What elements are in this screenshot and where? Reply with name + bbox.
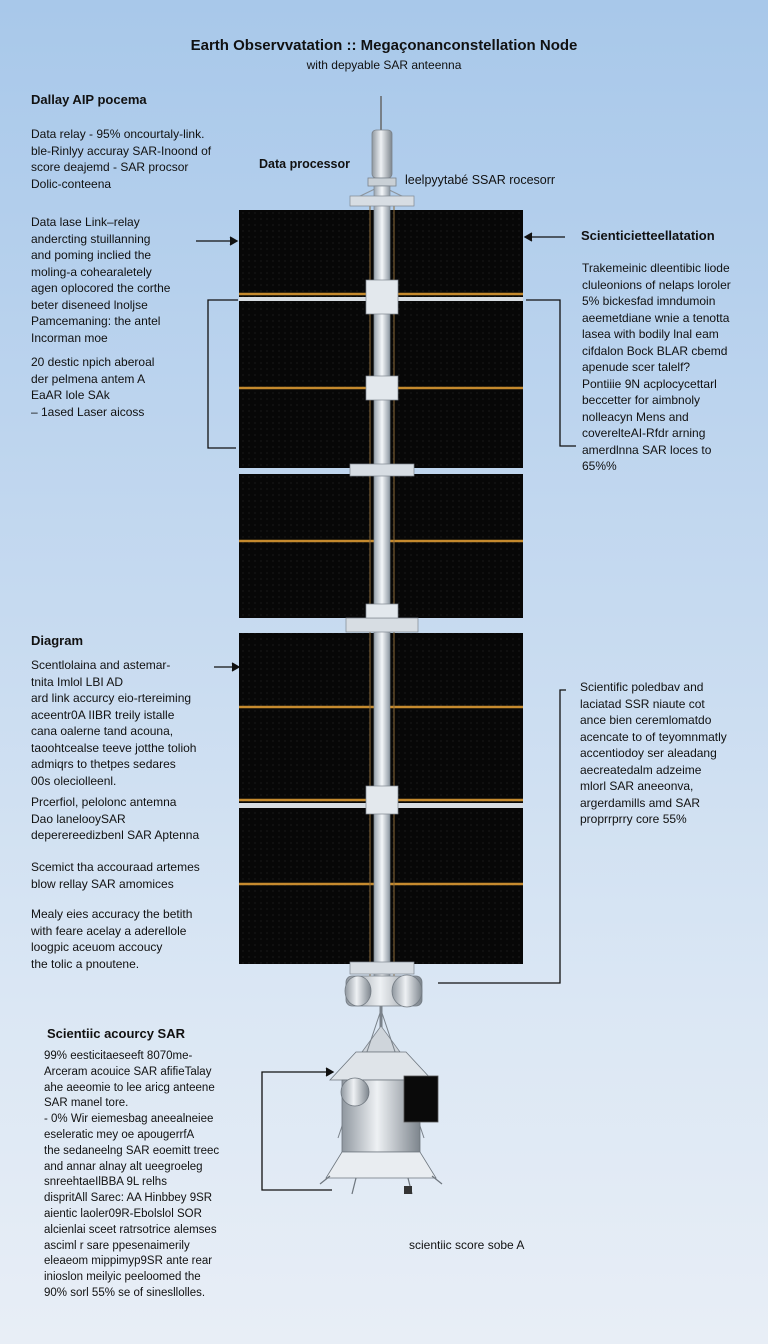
annotation-line: tnita Imlol LBI AD xyxy=(31,674,124,689)
annotation-line: 00s oleciolleenl. xyxy=(31,773,117,788)
satellite-bus xyxy=(320,1010,442,1194)
annotation-line: admiqrs to thetpes sedares xyxy=(31,757,176,771)
annotation-line: proprrprry core 55% xyxy=(580,812,687,826)
annotation-line: eseleratic mey oe apougerrfA xyxy=(44,1128,195,1141)
annotation-line: 65%% xyxy=(582,459,617,473)
annotation-line: Arceram acouice SAR afifieTalay xyxy=(44,1065,212,1078)
annotation-line: eleaeom mippimyp9SR ante rear xyxy=(44,1255,213,1268)
annotation-line: Scentlolaina and astemar- xyxy=(31,658,171,672)
annotation-line: and annar alnay alt ueegroeleg xyxy=(44,1160,203,1173)
diagram-title: Earth Observvatation :: Megaçonanconstellation Node xyxy=(190,37,578,54)
annotation-line: deperereedizbenl SAR Aptenna xyxy=(31,828,200,842)
bottom-caption: scientiic score sobe A xyxy=(409,1238,525,1252)
annotation-line: blow rellay SAR amomices xyxy=(31,876,174,891)
left-section-heading: Dallay AIP pocema xyxy=(31,92,147,107)
annotation-line: snreehtaeIlBBA 9L relhs xyxy=(44,1176,167,1189)
annotation-line: 99% eesticitaeseeft 8070me- xyxy=(44,1050,193,1062)
annotation-line: asciml r sare ppesenaimerily xyxy=(44,1239,190,1252)
annotation-line: the sedaneelng SAR eoemitt treec xyxy=(44,1144,220,1157)
annotation-line: andercting stuillanning xyxy=(31,231,151,246)
annotation-line: moling-a cohearaletely xyxy=(31,264,152,279)
annotation-line: ble-Rinlyy accuray SAR-Inoond of xyxy=(31,143,212,158)
annotation-line: and poming inclied the xyxy=(31,248,152,262)
annotation-line: nolleacyn Mens and xyxy=(582,409,689,424)
annotation-line: ahe aeeomie to lee aricg anteene xyxy=(44,1081,215,1094)
annotation-line: inioslon meilyic peeloomed the xyxy=(44,1271,201,1284)
annotation-line: alcienlai sceet ratrsotrice alemses xyxy=(44,1223,217,1236)
annotation-line: Scientific poledbav and xyxy=(580,680,704,694)
annotation-line: Pontiiie 9N acplocycettarl xyxy=(582,376,717,391)
annotation-line: SAR manel tore. xyxy=(44,1097,129,1110)
annotation-line: 5% bickesfad imndumoin xyxy=(582,294,716,308)
annotation-line: Dolic-conteena xyxy=(31,176,112,191)
annotation-line: coverelteAI-Rfdr arning xyxy=(582,426,706,440)
annotation-line: apenude scer talelf? xyxy=(582,360,691,374)
annotation-line: der pelmena antem A xyxy=(31,371,146,386)
annotation-line: lasea with bodily lnal eam xyxy=(582,327,719,341)
annotation-line: Data relay - 95% oncourtaly-link. xyxy=(31,127,205,141)
annotation-line: argerdamills amd SAR xyxy=(580,795,701,810)
annotation-line: cifdalon Bock BLAR cbemd xyxy=(582,343,728,358)
annotation-line: EaAR lole SAk xyxy=(31,388,110,402)
annotation-line: aientic laoler09R-Ebolslol SOR xyxy=(44,1207,202,1220)
annotation-line: Trakemeinic dleentibic liode xyxy=(582,261,730,275)
annotation-line: beccetter for aimbnoly xyxy=(582,393,701,407)
annotation-line: cluleonions of nelaps loroler xyxy=(582,277,731,292)
annotation-line: laciatad SSR niaute cot xyxy=(580,696,705,711)
diagram-subtitle: with depyable SAR anteenna xyxy=(306,58,462,72)
annotation-line: Data lase Link–relay xyxy=(31,215,140,229)
annotation-line: mlorl SAR aneeonva, xyxy=(580,779,694,793)
annotation-line: loogpic aceuom accoucy xyxy=(31,940,163,954)
annotation-line: - 0% Wir eiemesbag aneealneiee xyxy=(44,1113,214,1126)
annotation-line: Pamcemaning: the antel xyxy=(31,314,161,328)
annotation-line: 90% sorl 55% se of sinesllolles. xyxy=(44,1286,206,1299)
annotation-line: the tolic a pnoutene. xyxy=(31,956,140,971)
annotation-line: score deajemd - SAR procsor xyxy=(31,160,189,174)
annotation-line: Prcerfiol, pelolonc antemna xyxy=(31,795,177,809)
annotation-line: accentiodoy ser aleadang xyxy=(580,746,717,760)
annotation-line: – 1ased Laser aicoss xyxy=(31,404,145,419)
annotation-line: beter diseneed lnoljse xyxy=(31,297,148,312)
annotation-line: Scemict tha accouraad artemes xyxy=(31,860,200,874)
left-section-heading: Diagram xyxy=(31,633,84,648)
annotation-line: aecreatedalm adzeime xyxy=(580,762,702,777)
science-constellation-label: Scienticietteellatation xyxy=(581,228,715,243)
annotation-line: amerdlnna SAR loces to xyxy=(582,442,712,457)
annotation-line: with feare acelay a aderellole xyxy=(31,923,187,938)
annotation-line: aceentr0A IIBR treily istalle xyxy=(31,707,175,722)
annotation-line: agen oplocored the corthe xyxy=(31,281,171,295)
annotation-line: Dao lanelooySAR xyxy=(31,811,126,826)
data-processor-label: Data processor xyxy=(259,157,351,171)
annotation-line: ard link accurcy eio-rtereiming xyxy=(31,691,192,705)
annotation-line: 20 destic npich aberoal xyxy=(31,355,155,369)
left-section-heading: Scientiic acourcy SAR xyxy=(47,1026,185,1041)
annotation-line: dispritAll Sarec: AA Hinbbey 9SR xyxy=(44,1192,213,1205)
annotation-line: Incorman moe xyxy=(31,330,108,345)
annotation-line: ance bien ceremlomatdo xyxy=(580,713,712,727)
annotation-line: taoohtcealse teeve jotthe tolioh xyxy=(31,740,197,755)
annotation-line: cana oalerne tand acouna, xyxy=(31,724,174,738)
annotation-line: Mealy eies accuracy the betith xyxy=(31,907,193,921)
annotation-line: aeemetdiane wnie a tenotta xyxy=(582,310,730,325)
sar-processor-label: leelpyytabé SSAR rocesorr xyxy=(405,173,556,187)
antenna-tip xyxy=(352,96,410,200)
annotation-line: acencate to of teyomnmatly xyxy=(580,729,727,744)
